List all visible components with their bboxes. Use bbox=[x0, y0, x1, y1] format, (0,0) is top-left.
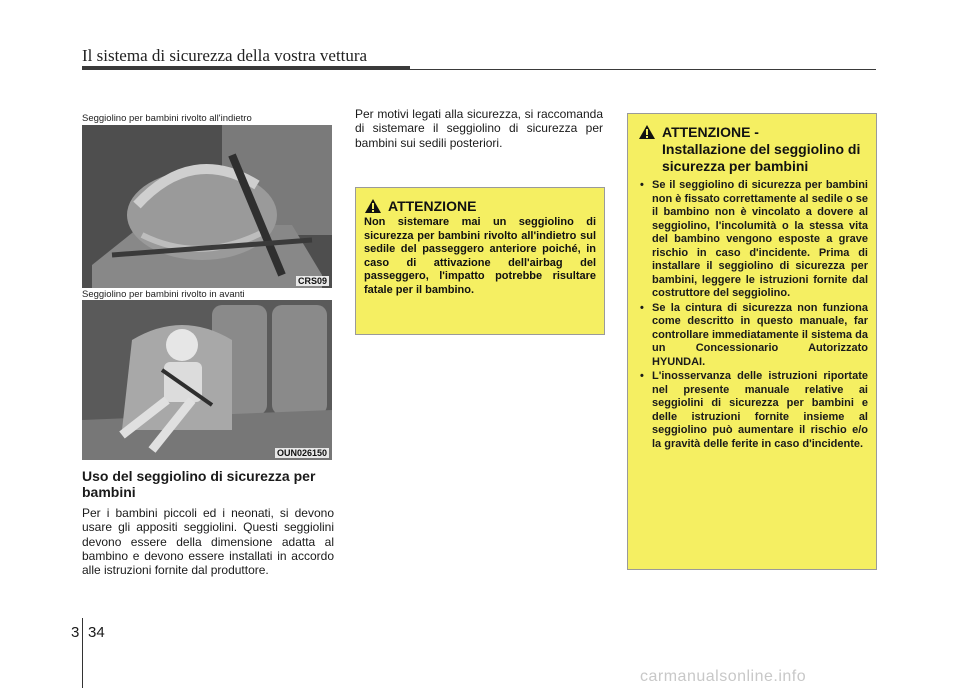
warning-box-rear-facing bbox=[355, 187, 605, 335]
section-title: Uso del seggiolino di sicurezza per bambini bbox=[82, 468, 316, 500]
section-body: Per i bambini piccoli ed i neonati, si devono usare gli appositi seggiolini. Questi seggiolini devono essere della dimensione adatta al bambino e devono essere installati in accordo alle istruzioni fornite dal produttore. bbox=[82, 506, 334, 578]
rear-facing-seat-illustration bbox=[82, 125, 332, 288]
warning-text: Non sistemare mai un seggiolino di sicurezza per bambini rivolto all'indietro sul sedile del passeggero anteriore poiché, in caso di attivazione dell'airbag del passeggero, l'impatto potrebbe risultare fatale per il bambino. bbox=[364, 216, 596, 296]
warning-box-installation bbox=[627, 113, 877, 570]
header-rule bbox=[82, 66, 410, 70]
warning-bullet: • Se la cintura di sicurezza non funziona come descritto in questo manuale, far controllare immediatamente il sistema da un Concessionario Autorizzato HYUNDAI. bbox=[638, 302, 868, 370]
watermark: carmanualsonline.info bbox=[640, 668, 807, 685]
figure-caption-forward-facing: Seggiolino per bambini rivolto in avanti bbox=[82, 289, 245, 300]
warning-triangle-icon bbox=[364, 198, 382, 214]
warning-heading bbox=[364, 198, 596, 214]
figure-caption-rear-facing: Seggiolino per bambini rivolto all'indietro bbox=[82, 113, 252, 124]
page-number: 34 bbox=[88, 624, 105, 641]
header-rule-thin bbox=[410, 69, 876, 70]
chapter-number: 3 bbox=[71, 624, 80, 641]
rear-facing-seat-drawing bbox=[82, 125, 332, 288]
forward-facing-seat-illustration bbox=[82, 300, 332, 460]
warning-triangle-icon bbox=[638, 124, 656, 140]
warning-bullet: • Se il seggiolino di sicurezza per bambini non è fissato correttamente al sedile o se il bambino non è vincolato a dovere al seggiolino, l'incolumità o la stessa vita del bambino vengono esposte a grave rischio in caso d'incidente. Prima di installare il seggiolino di sicurezza per bambini, leggere le istruzioni fornite dal costruttore del seggiolino. bbox=[638, 179, 868, 301]
warning-title: ATTENZIONE bbox=[388, 198, 477, 214]
figure-code: OUN026150 bbox=[276, 448, 327, 458]
intro-paragraph: Per motivi legati alla sicurezza, si raccomanda di sistemare il seggiolino di sicurezza per bambini sui sedili posteriori. bbox=[355, 107, 603, 150]
warning-bullet-list bbox=[638, 179, 868, 451]
warning-title: ATTENZIONE - bbox=[662, 124, 759, 140]
page-number-rule bbox=[82, 618, 83, 688]
warning-heading bbox=[638, 124, 868, 175]
header-title: Il sistema di sicurezza della vostra vettura bbox=[82, 46, 368, 65]
figure-code: CRS09 bbox=[297, 276, 327, 286]
forward-facing-seat-drawing bbox=[82, 300, 332, 460]
warning-bullet: • L'inosservanza delle istruzioni riportate nel presente manuale relative ai seggiolini di sicurezza per bambini e delle istruzioni fornite insieme al seggiolino può aumentare il rischio e/o la gravità delle ferite in caso d'incidente. bbox=[638, 370, 868, 451]
warning-subtitle: Installazione del seggiolino di sicurezza per bambini bbox=[662, 141, 861, 174]
